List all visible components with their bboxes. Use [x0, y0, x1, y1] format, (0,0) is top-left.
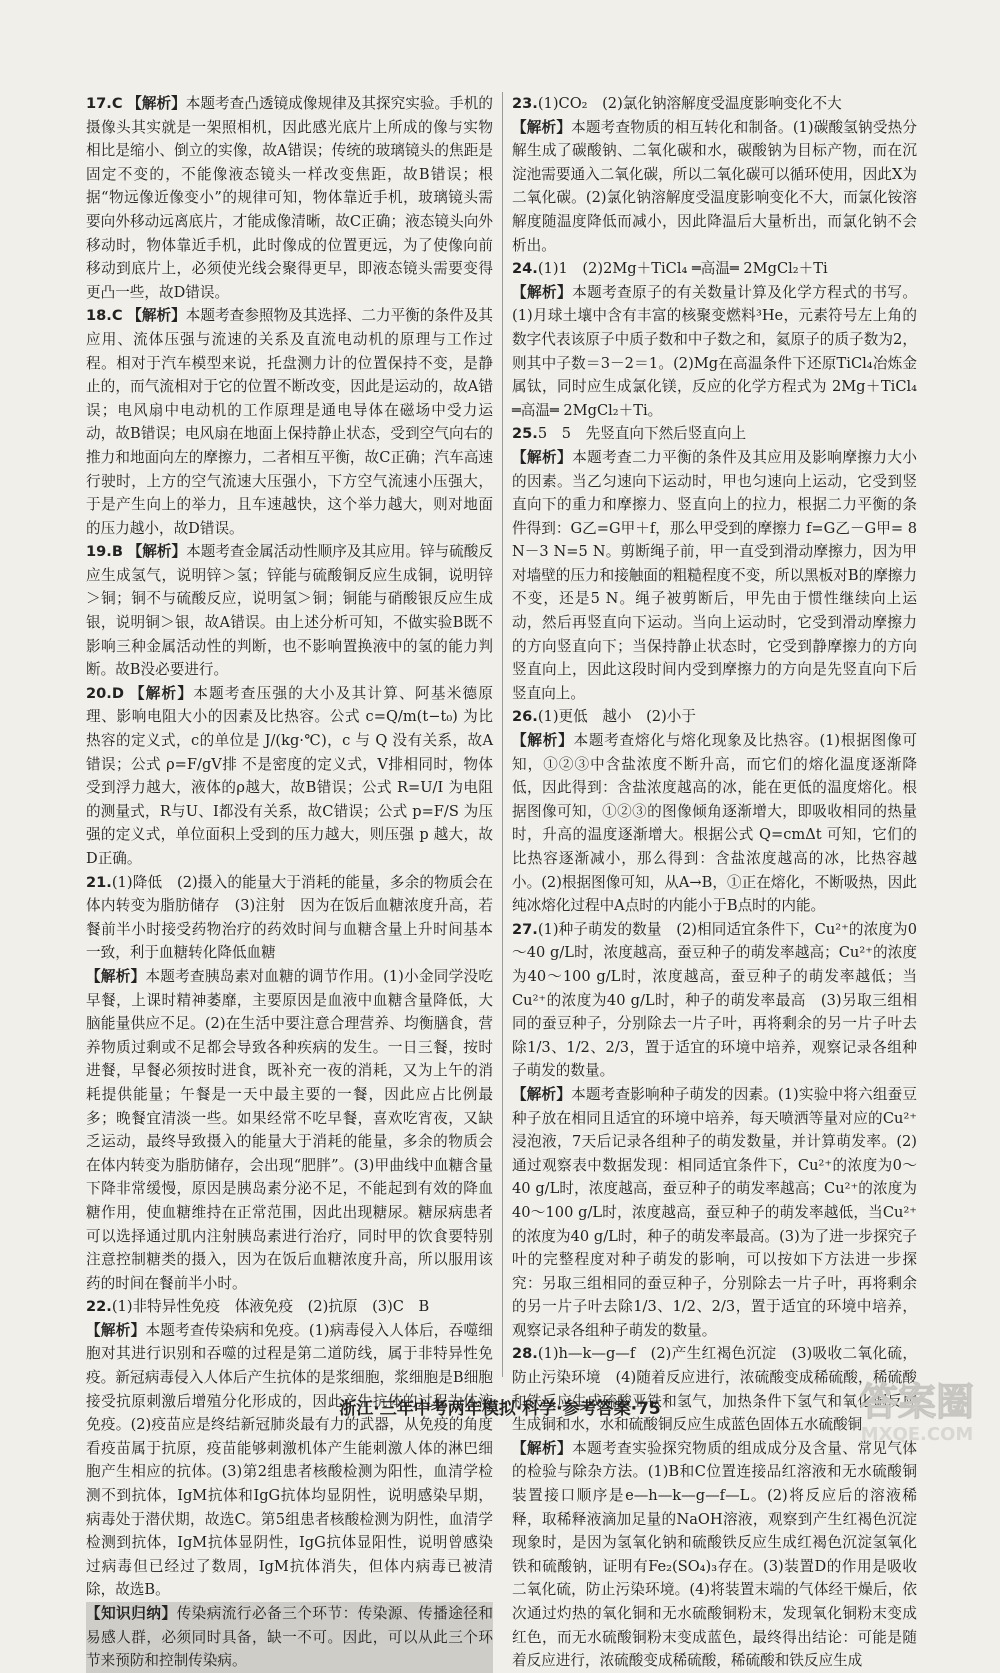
analysis-tag: 【解析】 [86, 967, 146, 985]
answer-text: (1)种子萌发的数量 (2)相同适宜条件下，Cu²⁺的浓度为0～40 g/L时，浓度越高，蚕豆种子的萌发率越高；Cu²⁺的浓度为40～100 g/L时，浓度越高，蚕豆种子的萌发率越低；当Cu²⁺的浓度为40 g/L时，种子的萌发率最高 (3)另取三组相同的蚕豆种子，分别除去一片子叶，再将剩余的另一片子叶去除1/3、1/2、2/3，置于适宜的环境中培养，观察记录各组种子萌发的数量。 [512, 920, 917, 1080]
knowledge-summary-box [86, 1602, 493, 1673]
analysis-tag: 【解析】 [512, 732, 574, 750]
analysis-tag: 【解析】 [127, 543, 187, 561]
item-number: 22. [86, 1298, 112, 1316]
analysis-text: 本题考查影响种子萌发的因素。(1)实验中将六组蚕豆种子放在相同且适宜的环境中培养，每天喷洒等量对应的Cu²⁺浸泡液，7天后记录各组种子的萌发数量，并计算萌发率。(2)通过观察表中数据发现：相同适宜条件下，Cu²⁺的浓度为0～40 g/L时，浓度越高，蚕豆种子的萌发率越高；Cu²⁺的浓度为40～100 g/L时，浓度越高，蚕豆种子的萌发率越低，当Cu²⁺的浓度为40 g/L时，种子的萌发率最高。(3)为了进一步探究子叶的完整程度对种子萌发的影响，可以按如下方法进一步探究：另取三组相同的蚕豆种子，分别除去一片子叶，再将剩余的另一片子叶去除1/3、1/2、2/3，置于适宜的环境中培养，观察记录各组种子萌发的数量。 [512, 1085, 917, 1339]
answer-text: (1)非特异性免疫 体液免疫 (2)抗原 (3)C B [111, 1298, 430, 1316]
analysis-tag: 【解析】 [129, 684, 194, 702]
item-number: 25. [512, 425, 538, 443]
answer-item-22 [86, 1295, 493, 1673]
item-number: 28. [512, 1345, 538, 1363]
item-number: 27. [512, 920, 538, 938]
watermark-url: MXQE.COM [860, 1424, 974, 1445]
analysis-tag: 【解析】 [86, 1321, 146, 1339]
answer-item-20 [86, 682, 493, 871]
answer-text: (1)1 (2)2Mg＋TiCl₄ ═高温═ 2MgCl₂＋Ti [537, 260, 828, 278]
answer-item-18 [86, 304, 493, 540]
answer-text: (1)CO₂ (2)氯化钠溶解度受温度影响变化不大 [537, 95, 842, 112]
analysis-text: 本题考查凸透镜成像规律及其探究实验。手机的摄像头其实就是一架照相机，因此感光底片上所成的像与实物相比是缩小、倒立的实像，故A错误；传统的玻璃镜头的焦距是固定不变的，不能像液态镜头一样改变焦距，故B错误；根据“物远像近像变小”的规律可知，物体靠近手机，玻璃镜头需要向外移动远离底片，才能成像清晰，故C正确；液态镜头向外移动时，物体靠近手机，此时像成的位置更远，为了使像向前移动到底片上，必须使光线会聚得更早，即液态镜头需要变得更凸一些，故D错误。 [86, 95, 493, 301]
answer-item-24 [512, 257, 917, 422]
item-number: 20.D [86, 684, 124, 702]
watermark-main: 答案圈 [859, 1380, 974, 1424]
answer-text: (1)h—k—g—f (2)产生红褐色沉淀 (3)吸收二氧化硫，防止污染环境 (4)随着反应进行，浓硫酸变成稀硫酸，稀硫酸和铁反应生成硫酸亚铁和氢气，加热条件下氢气和氧化铜反应生成铜和水，水和硫酸铜反应生成蓝色固体五水硫酸铜 [512, 1345, 917, 1434]
answer-item-25 [512, 422, 917, 705]
watermark-logo [842, 1380, 992, 1460]
left-column [86, 92, 493, 1670]
answer-item-23 [512, 92, 917, 257]
analysis-tag: 【解析】 [512, 118, 572, 136]
item-number: 18.C [86, 307, 123, 325]
analysis-text: 本题考查参照物及其选择、二力平衡的条件及其应用、流体压强与流速的关系及直流电动机的原理与工作过程。相对于汽车模型来说，托盘测力计的位置保持不变，是静止的，而气流相对于它的位置不断改变，因此是运动的，故A错误；电风扇中电动机的工作原理是通电导体在磁场中受力运动，故B错误；电风扇在地面上保持静止状态，受到空气向右的推力和地面向左的摩擦力，二者相互平衡，故C正确；汽车高速行驶时，上方的空气流速大压强小，下方空气流速小压强大，于是产生向上的举力，且车速越快，这个举力越大，则对地面的压力越小，故D错误。 [86, 307, 493, 537]
answer-item-27 [512, 918, 917, 1343]
analysis-tag: 【解析】 [127, 307, 186, 325]
answer-text: (1)更低 越小 (2)小于 [537, 708, 696, 726]
analysis-text: 本题考查实验探究物质的组成成分及含量、常见气体的检验与除杂方法。(1)B和C位置连接品红溶液和无水硫酸铜装置接口顺序是e—h—k—g—f—L。(2)将反应后的溶液稀释，取稀释液滴加足量的NaOH溶液，观察到产生红褐色沉淀现象时，是因为氢氧化钠和硫酸铁反应生成红褐色沉淀氢氧化铁和硫酸钠，证明有Fe₂(SO₄)₃存在。(3)装置D的作用是吸收二氧化硫，防止污染环境。(4)将装置末端的气体经干燥后，依次通过灼热的氧化铜和无水硫酸铜粉末，发现氧化铜粉末变成红色，而无水硫酸铜粉末变成蓝色，最终得出结论：可能是随着反应进行，浓硫酸变成稀硫酸，稀硫酸和铁反应生成 [512, 1439, 917, 1670]
analysis-text: 本题考查物质的相互转化和制备。(1)碳酸氢钠受热分解生成了碳酸钠、二氧化碳和水，碳酸钠为目标产物，而在沉淀池需要通入二氧化碳，所以二氧化碳可以循环使用，因此X为二氧化碳。(2)氯化钠溶解度受温度影响变化不大，而氯化铵溶解度随温度降低而减小，因此降温后大量析出，而氯化钠不会析出。 [512, 118, 917, 254]
analysis-tag: 【解析】 [512, 1439, 573, 1457]
analysis-text: 本题考查传染病和免疫。(1)病毒侵入人体后，吞噬细胞对其进行识别和吞噬的过程是第二道防线，属于非特异性免疫。新冠病毒侵入人体后产生抗体的是浆细胞，浆细胞是B细胞接受抗原刺激后增殖分化形成的，因此产生抗体的过程为体液免疫。(2)疫苗应是终结新冠肺炎最有力的武器，从免疫的角度看疫苗属于抗原，疫苗能够刺激机体产生能刺激人体的淋巴细胞产生相应的抗体。(3)第2组患者核酸检测为阳性，血清学检测不到抗体，IgM抗体和IgG抗体均显阴性，说明感染早期，病毒处于潜伏期，故选C。第5组患者核酸检测为阴性，血清学检测到抗体，IgM抗体显阴性，IgG抗体显阳性，说明曾感染过病毒但已经过了数周，IgM抗体消失，但体内病毒已被清除，故选B。 [86, 1321, 493, 1599]
analysis-tag: 【解析】 [512, 283, 573, 301]
item-number: 21. [86, 873, 112, 891]
analysis-tag: 【解析】 [512, 448, 573, 466]
knowledge-text: 传染病流行必备三个环节：传染源、传播途径和易感人群，必须同时具备，缺一不可。因此，可以从此三个环节来预防和控制传染病。 [86, 1605, 493, 1670]
analysis-tag: 【解析】 [512, 1085, 572, 1103]
item-number: 23. [512, 95, 538, 112]
analysis-text: 本题考查压强的大小及其计算、阿基米德原理、影响电阻大小的因素及比热容。公式 c=Q/m(t−t₀) 为比热容的定义式，c的单位是 J/(kg·℃)，c 与 Q 没有关系，故A错误；公式 ρ=F/gV排 不是密度的定义式，V排相同时，物体受到浮力越大，液体的ρ越大，故B错误；公式 R=U/I 为电阻的测量式，R与U、I都没有关系，故C错误；公式 p=F/S 为压强的定义式，单位面积上受到的压力越大，则压强 p 越大，故D正确。 [86, 684, 493, 867]
answer-item-26 [512, 705, 917, 917]
item-number: 26. [512, 708, 538, 726]
analysis-text: 本题考查原子的有关数量计算及化学方程式的书写。(1)月球土壤中含有丰富的核聚变燃料³He，元素符号左上角的数字代表该原子中质子数和中子数之和，氦原子的质子数为2，则其中子数＝3－2＝1。(2)Mg在高温条件下还原TiCl₄冶炼金属钛，同时应生成氯化镁，反应的化学方程式为 2Mg＋TiCl₄ ═高温═ 2MgCl₂＋Ti。 [512, 283, 917, 419]
answer-item-17 [86, 92, 493, 304]
item-number: 19.B [86, 543, 123, 561]
analysis-text: 本题考查金属活动性顺序及其应用。锌与硫酸反应生成氢气，说明锌＞氢；锌能与硫酸铜反应生成铜，说明锌＞铜；铜不与硫酸反应，说明氢＞铜；铜能与硝酸银反应生成银，说明铜＞银，故A错误。由上述分析可知，不做实验B既不影响三种金属活动性的判断，也不影响置换液中的氢的能力判断。故B没必要进行。 [86, 543, 493, 679]
answer-text: 5 5 先竖直向下然后竖直向上 [537, 425, 747, 443]
item-number: 24. [512, 260, 538, 278]
analysis-tag: 【解析】 [127, 95, 186, 112]
analysis-text: 本题考查熔化与熔化现象及比热容。(1)根据图像可知，①②③中含盐浓度不断升高，而它们的熔化温度逐渐降低，因此得到：含盐浓度越高的冰，能在更低的温度熔化。根据图像可知，①②③的图像倾角逐渐增大，即吸收相同的热量时，升高的温度逐渐增大。根据公式 Q=cmΔt 可知，它们的比热容逐渐减小，那么得到：含盐浓度越高的冰，比热容越小。(2)根据图像可知，从A→B，①正在熔化，不断吸热，因此纯冰熔化过程中A点时的内能小于B点时的内能。 [512, 732, 917, 915]
answer-text: (1)降低 (2)摄入的能量大于消耗的能量，多余的物质会在体内转变为脂肪储存 (3)注射 因为在饭后血糖浓度升高，若餐前半小时接受药物治疗的药效时间与血糖含量上升时间基本一致，利于血糖转化降低血糖 [86, 873, 493, 962]
item-number: 17.C [86, 95, 123, 112]
answer-item-21 [86, 871, 493, 1296]
knowledge-tag: 【知识归纳】 [86, 1605, 177, 1622]
page-footer: 浙江·三年中考两年模拟·科学·参考答案·75 [339, 1399, 661, 1419]
analysis-text: 本题考查胰岛素对血糖的调节作用。(1)小金同学没吃早餐，上课时精神萎靡，主要原因是血液中血糖含量降低，大脑能量供应不足。(2)在生活中要注意合理营养、均衡膳食，营养物质过剩或不足都会导致各种疾病的发生。一日三餐，按时进餐，早餐必须按时进食，既补充一夜的消耗，又为上午的消耗提供能量；午餐是一天中最主要的一餐，因此应占比例最多；晚餐宜清淡一些。如果经常不吃早餐，喜欢吃宵夜，又缺乏运动，最终导致摄入的能量大于消耗的能量，多余的物质会在体内转变为脂肪储存，会出现“肥胖”。(3)甲曲线中血糖含量下降非常缓慢，原因是胰岛素分泌不足，不能起到有效的降血糖作用，使血糖维持在正常范围，因此出现糖尿。糖尿病患者可以选择通过肌内注射胰岛素进行治疗，同时甲的饮食要特别注意控制糖类的摄入，因为在饭后血糖浓度升高，所以服用该药的时间在餐前半小时。 [86, 967, 493, 1292]
column-divider [502, 92, 503, 1377]
analysis-text: 本题考查二力平衡的条件及其应用及影响摩擦力大小的因素。当乙匀速向下运动时，甲也匀速向上运动，它受到竖直向下的重力和摩擦力、竖直向上的拉力，根据二力平衡的条件得到：G乙=G甲＋f，那么甲受到的摩擦力 f=G乙－G甲= 8 N－3 N=5 N。剪断绳子前，甲一直受到滑动摩擦力，因为甲对墙壁的压力和接触面的粗糙程度不变，所以黑板对B的摩擦力不变，还是5 N。绳子被剪断后，甲先由于惯性继续向上运动，然后再竖直向下运动。当向上运动时，它受到滑动摩擦力的方向竖直向下；当保持静止状态时，它受到静摩擦力的方向竖直向上，因此这段时间内受到摩擦力的方向是先竖直向下后竖直向上。 [512, 448, 917, 702]
answer-item-19 [86, 540, 493, 682]
